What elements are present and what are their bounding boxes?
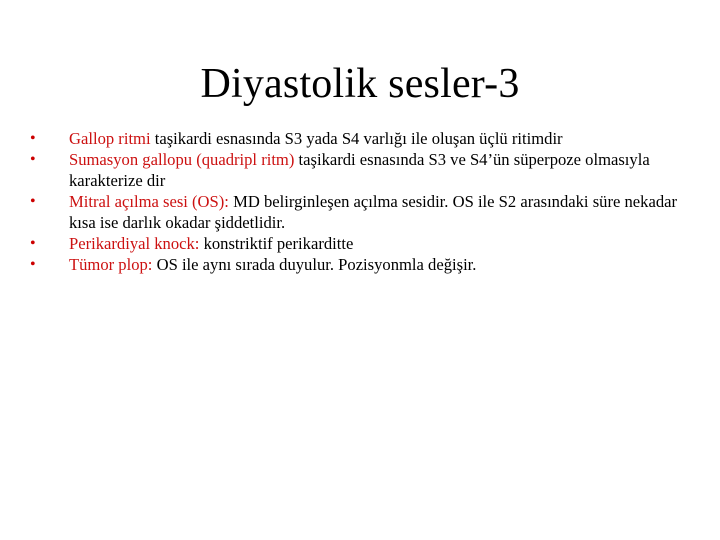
bullet-text: OS ile aynı sırada duyulur. Pozisyonmla değişir. xyxy=(152,255,477,274)
bullet-icon: • xyxy=(30,151,36,168)
list-item xyxy=(30,233,700,254)
bullet-text: taşikardi esnasında S3 ve S4’ün süperpoze olmasıyla karakterize dir xyxy=(69,150,650,190)
bullet-term: Mitral açılma sesi (OS): xyxy=(69,192,229,211)
list-item xyxy=(30,254,700,275)
bullet-term: Sumasyon gallopu (quadripl ritm) xyxy=(69,150,295,169)
bullet-icon: • xyxy=(30,235,36,252)
bullet-text: taşikardi esnasında S3 yada S4 varlığı ile oluşan üçlü ritimdir xyxy=(150,129,563,148)
bullet-text: konstriktif perikarditte xyxy=(199,234,354,253)
slide-title: Diyastolik sesler-3 xyxy=(200,61,520,107)
list-item xyxy=(30,149,700,191)
bullet-term: Tümor plop: xyxy=(69,255,153,274)
bullet-list xyxy=(30,128,700,275)
bullet-term: Perikardiyal knock: xyxy=(69,234,200,253)
bullet-text: MD belirginleşen açılma sesidir. OS ile S2 arasındaki süre nekadar kısa ise darlık okadar şiddetlidir. xyxy=(69,192,678,232)
bullet-icon: • xyxy=(30,130,36,147)
bullet-term: Gallop ritmi xyxy=(69,129,151,148)
bullet-icon: • xyxy=(30,193,36,210)
list-item xyxy=(30,191,700,233)
bullet-icon: • xyxy=(30,256,36,273)
list-item xyxy=(30,128,700,149)
